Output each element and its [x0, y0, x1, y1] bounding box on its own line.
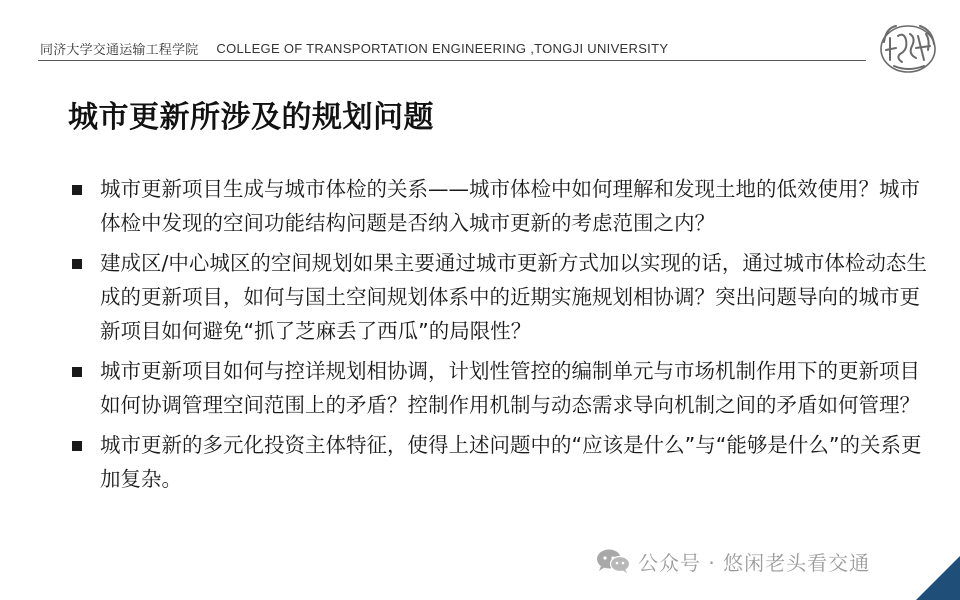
watermark	[596, 546, 870, 576]
corner-triangle-icon	[916, 556, 960, 600]
institution-en-label: COLLEGE OF TRANSPORTATION ENGINEERING ,TONGJI UNIVERSITY	[216, 40, 669, 56]
bullet-item	[72, 354, 932, 422]
bullet-text: 城市更新项目生成与城市体检的关系——城市体检中如何理解和发现土地的低效使用？城市体检中发现的空间功能结构问题是否纳入城市更新的考虑范围之内？	[100, 177, 920, 235]
university-seal-icon	[876, 20, 940, 76]
bullet-list	[72, 172, 932, 502]
square-bullet-icon	[72, 367, 82, 377]
header-divider	[38, 60, 866, 61]
bullet-item	[72, 428, 932, 496]
bullet-text: 城市更新项目如何与控详规划相协调，计划性管控的编制单元与市场机制作用下的更新项目如何协调管理空间范围上的矛盾？控制作用机制与动态需求导向机制之间的矛盾如何管理？	[100, 359, 920, 417]
square-bullet-icon	[72, 185, 82, 195]
bullet-text: 建成区/中心城区的空间规划如果主要通过城市更新方式加以实现的话，通过城市体检动态生成的更新项目，如何与国土空间规划体系中的近期实施规划相协调？突出问题导向的城市更新项目如何避免“抓了芝麻丢了西瓜”的局限性？	[100, 251, 927, 343]
header	[40, 38, 668, 58]
institution-cn-label: 同济大学交通运输工程学院	[40, 42, 199, 58]
bullet-text: 城市更新的多元化投资主体特征，使得上述问题中的“应该是什么”与“能够是什么”的关系更加复杂。	[100, 433, 922, 491]
slide-title: 城市更新所涉及的规划问题	[68, 100, 434, 135]
bullet-item	[72, 246, 932, 348]
square-bullet-icon	[72, 259, 82, 269]
bullet-item	[72, 172, 932, 240]
watermark-text: 公众号 · 悠闲老头看交通	[638, 550, 871, 575]
wechat-icon	[596, 548, 630, 574]
square-bullet-icon	[72, 441, 82, 451]
